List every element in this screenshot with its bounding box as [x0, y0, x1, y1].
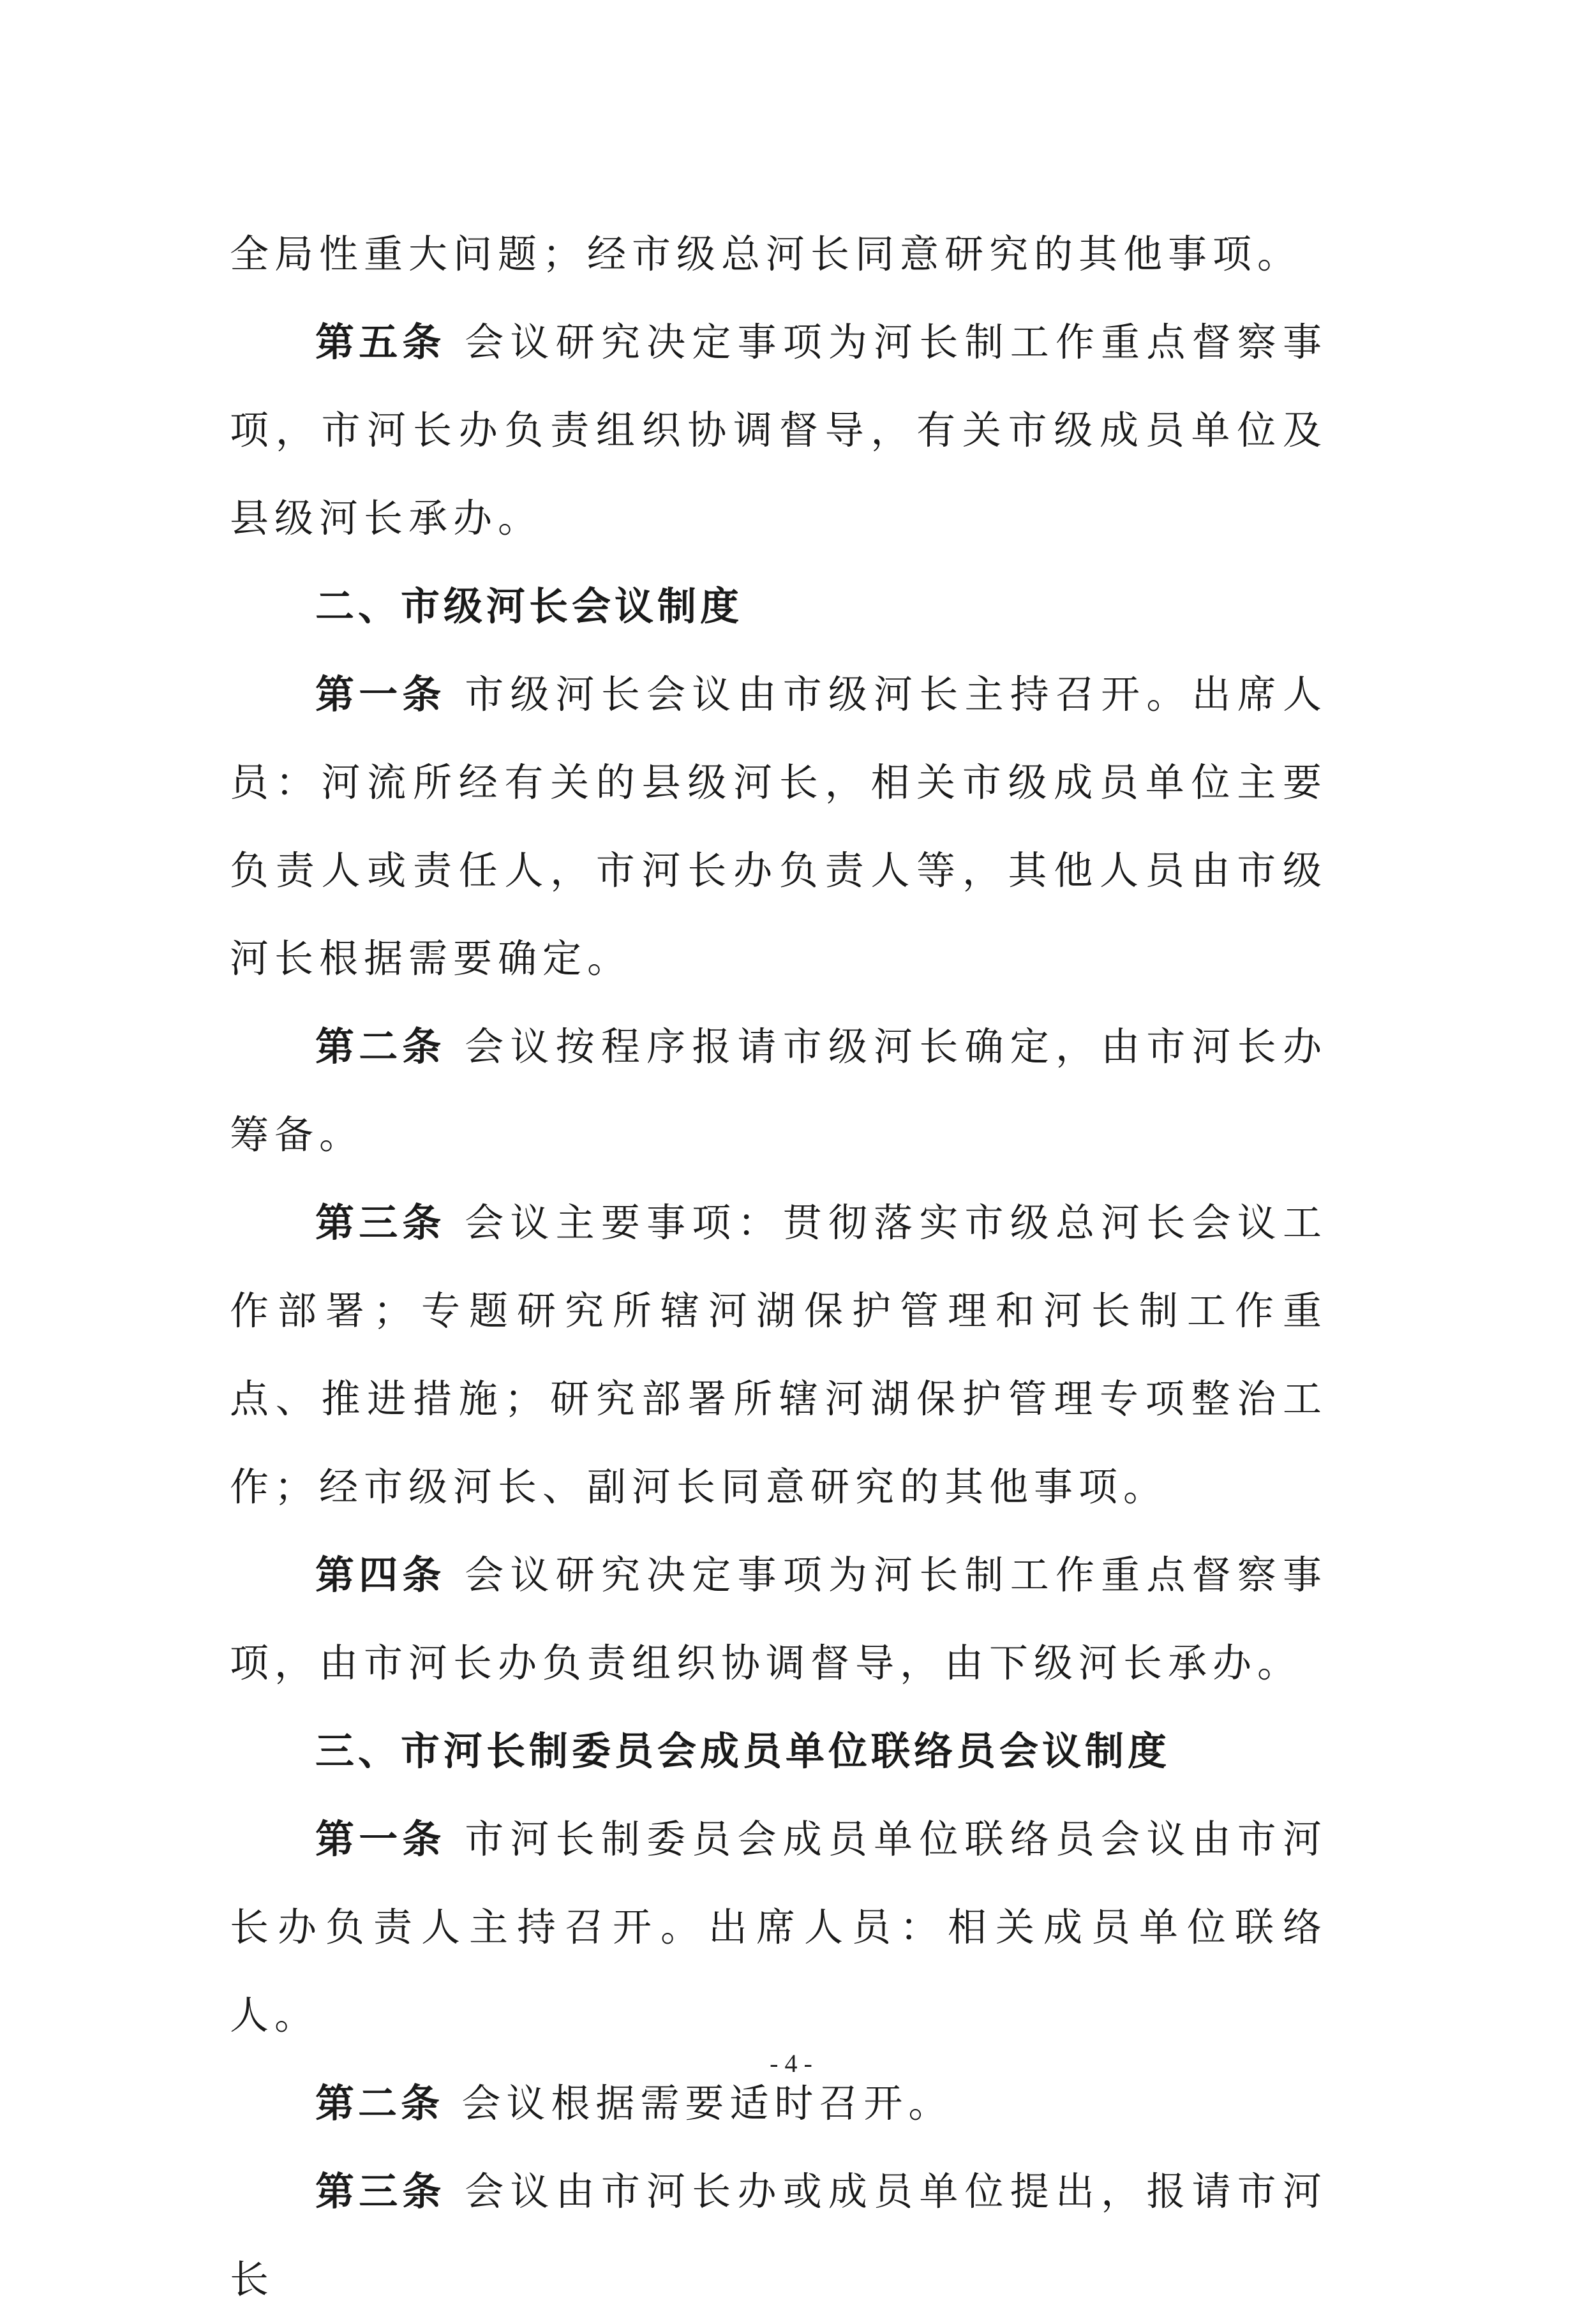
article-text: 会议由市河长办或成员单位提出，报请市河长 — [230, 2169, 1327, 2302]
article-text: 会议根据需要适时召开。 — [461, 2081, 953, 2126]
article-label: 第二条 — [315, 2081, 444, 2126]
section-heading: 二、市级河长会议制度 — [315, 584, 743, 629]
article-text: 会议主要事项：贯彻落实市级总河长会议工作部署；专题研究所辖河湖保护管理和河长制工作重点、推进措施；研究部署所辖河湖保护管理专项整治工作；经市级河长、副河长同意研究的其他事项。 — [230, 1200, 1327, 1510]
article-label: 第一条 — [315, 1817, 446, 1862]
article-label: 第一条 — [315, 672, 446, 717]
article-text: 市河长制委员会成员单位联络员会议由市河长办负责人主持召开。出席人员：相关成员单位联络人。 — [230, 1817, 1327, 2038]
article-paragraph — [230, 1796, 1327, 2060]
section-heading: 三、市河长制委员会成员单位联络员会议制度 — [315, 1729, 1171, 1774]
article-label: 第三条 — [315, 2169, 446, 2214]
article-paragraph — [230, 651, 1327, 1003]
article-label: 第五条 — [315, 320, 446, 365]
article-label: 第四条 — [315, 1553, 446, 1598]
article-text: 市级河长会议由市级河长主持召开。出席人员：河流所经有关的县级河长，相关市级成员单位主要负责人或责任人，市河长办负责人等，其他人员由市级河长根据需要确定。 — [230, 672, 1327, 981]
document-body — [230, 211, 1327, 2324]
article-text: 会议研究决定事项为河长制工作重点督察事项，市河长办负责组织协调督导，有关市级成员单位及县级河长承办。 — [230, 320, 1327, 541]
article-paragraph — [230, 1003, 1327, 1179]
article-paragraph — [230, 299, 1327, 563]
article-text: 会议按程序报请市级河长确定，由市河长办筹备。 — [230, 1024, 1327, 1158]
paragraph-text: 全局性重大问题；经市级总河长同意研究的其他事项。 — [230, 232, 1302, 277]
article-label: 第二条 — [315, 1024, 446, 1069]
page-number: - 4 - — [770, 2049, 812, 2078]
article-text: 会议研究决定事项为河长制工作重点督察事项，由市河长办负责组织协调督导，由下级河长承办。 — [230, 1553, 1327, 1686]
article-paragraph — [230, 2148, 1327, 2324]
article-paragraph — [230, 1531, 1327, 1708]
article-paragraph — [230, 1179, 1327, 1531]
paragraph — [230, 211, 1327, 299]
article-label: 第三条 — [315, 1200, 446, 1246]
